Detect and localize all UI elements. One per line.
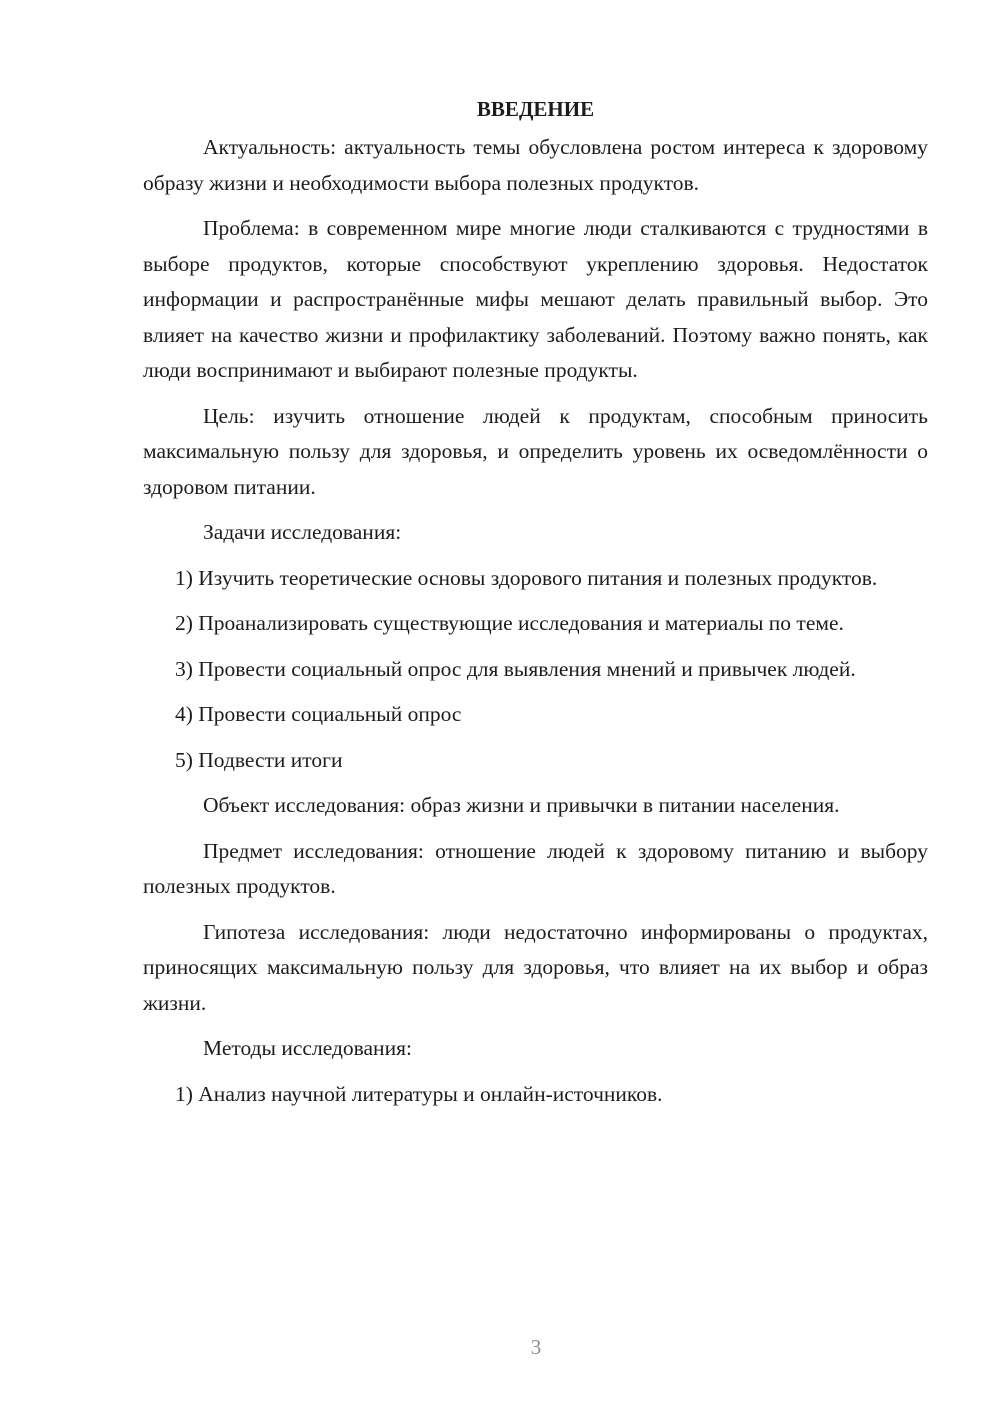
object-paragraph: Объект исследования: образ жизни и привычки в питании населения.: [203, 793, 840, 817]
hypothesis-paragraph: Гипотеза исследования: люди недостаточно информированы о продуктах, приносящих максимальную пользу для здоровья, что влияет на их выбор и образ жизни.: [143, 919, 928, 1015]
subject-paragraph: Предмет исследования: отношение людей к здоровому питанию и выбору полезных продуктов.: [143, 838, 928, 898]
problem-paragraph: Проблема: в современном мире многие люди сталкиваются с трудностями в выборе продуктов, которые способствуют укреплению здоровья. Недостаток информации и распространённые мифы мешают делать правильный выбор. Это влияет на качество жизни и профилактику заболеваний. Поэтому важно понять, как люди воспринимают и выбирают полезные продукты.: [143, 216, 928, 382]
goal-paragraph: Цель: изучить отношение людей к продуктам, способным приносить максимальную пользу для здоровья, и определить уровень их осведомлённости о здоровом питании.: [143, 403, 928, 499]
task-item-5: 5) Подвести итоги: [175, 747, 343, 772]
task-item-1: 1) Изучить теоретические основы здорового питания и полезных продуктов.: [175, 565, 878, 590]
methods-heading: Методы исследования:: [203, 1036, 412, 1060]
task-item-2: 2) Проанализировать существующие исследования и материалы по теме.: [175, 611, 844, 635]
page-number: 3: [530, 1335, 542, 1359]
page-content: [143, 92, 928, 1122]
task-item-4: 4) Провести социальный опрос: [175, 702, 462, 726]
task-item-3: 3) Провести социальный опрос для выявления мнений и привычек людей.: [175, 656, 856, 681]
page-title: ВВЕДЕНИЕ: [476, 97, 595, 121]
relevance-paragraph: Актуальность: актуальность темы обусловлена ростом интереса к здоровому образу жизни и необходимости выбора полезных продуктов.: [143, 135, 928, 195]
tasks-heading: Задачи исследования:: [203, 520, 402, 544]
method-item-1: 1) Анализ научной литературы и онлайн-источников.: [175, 1081, 663, 1106]
